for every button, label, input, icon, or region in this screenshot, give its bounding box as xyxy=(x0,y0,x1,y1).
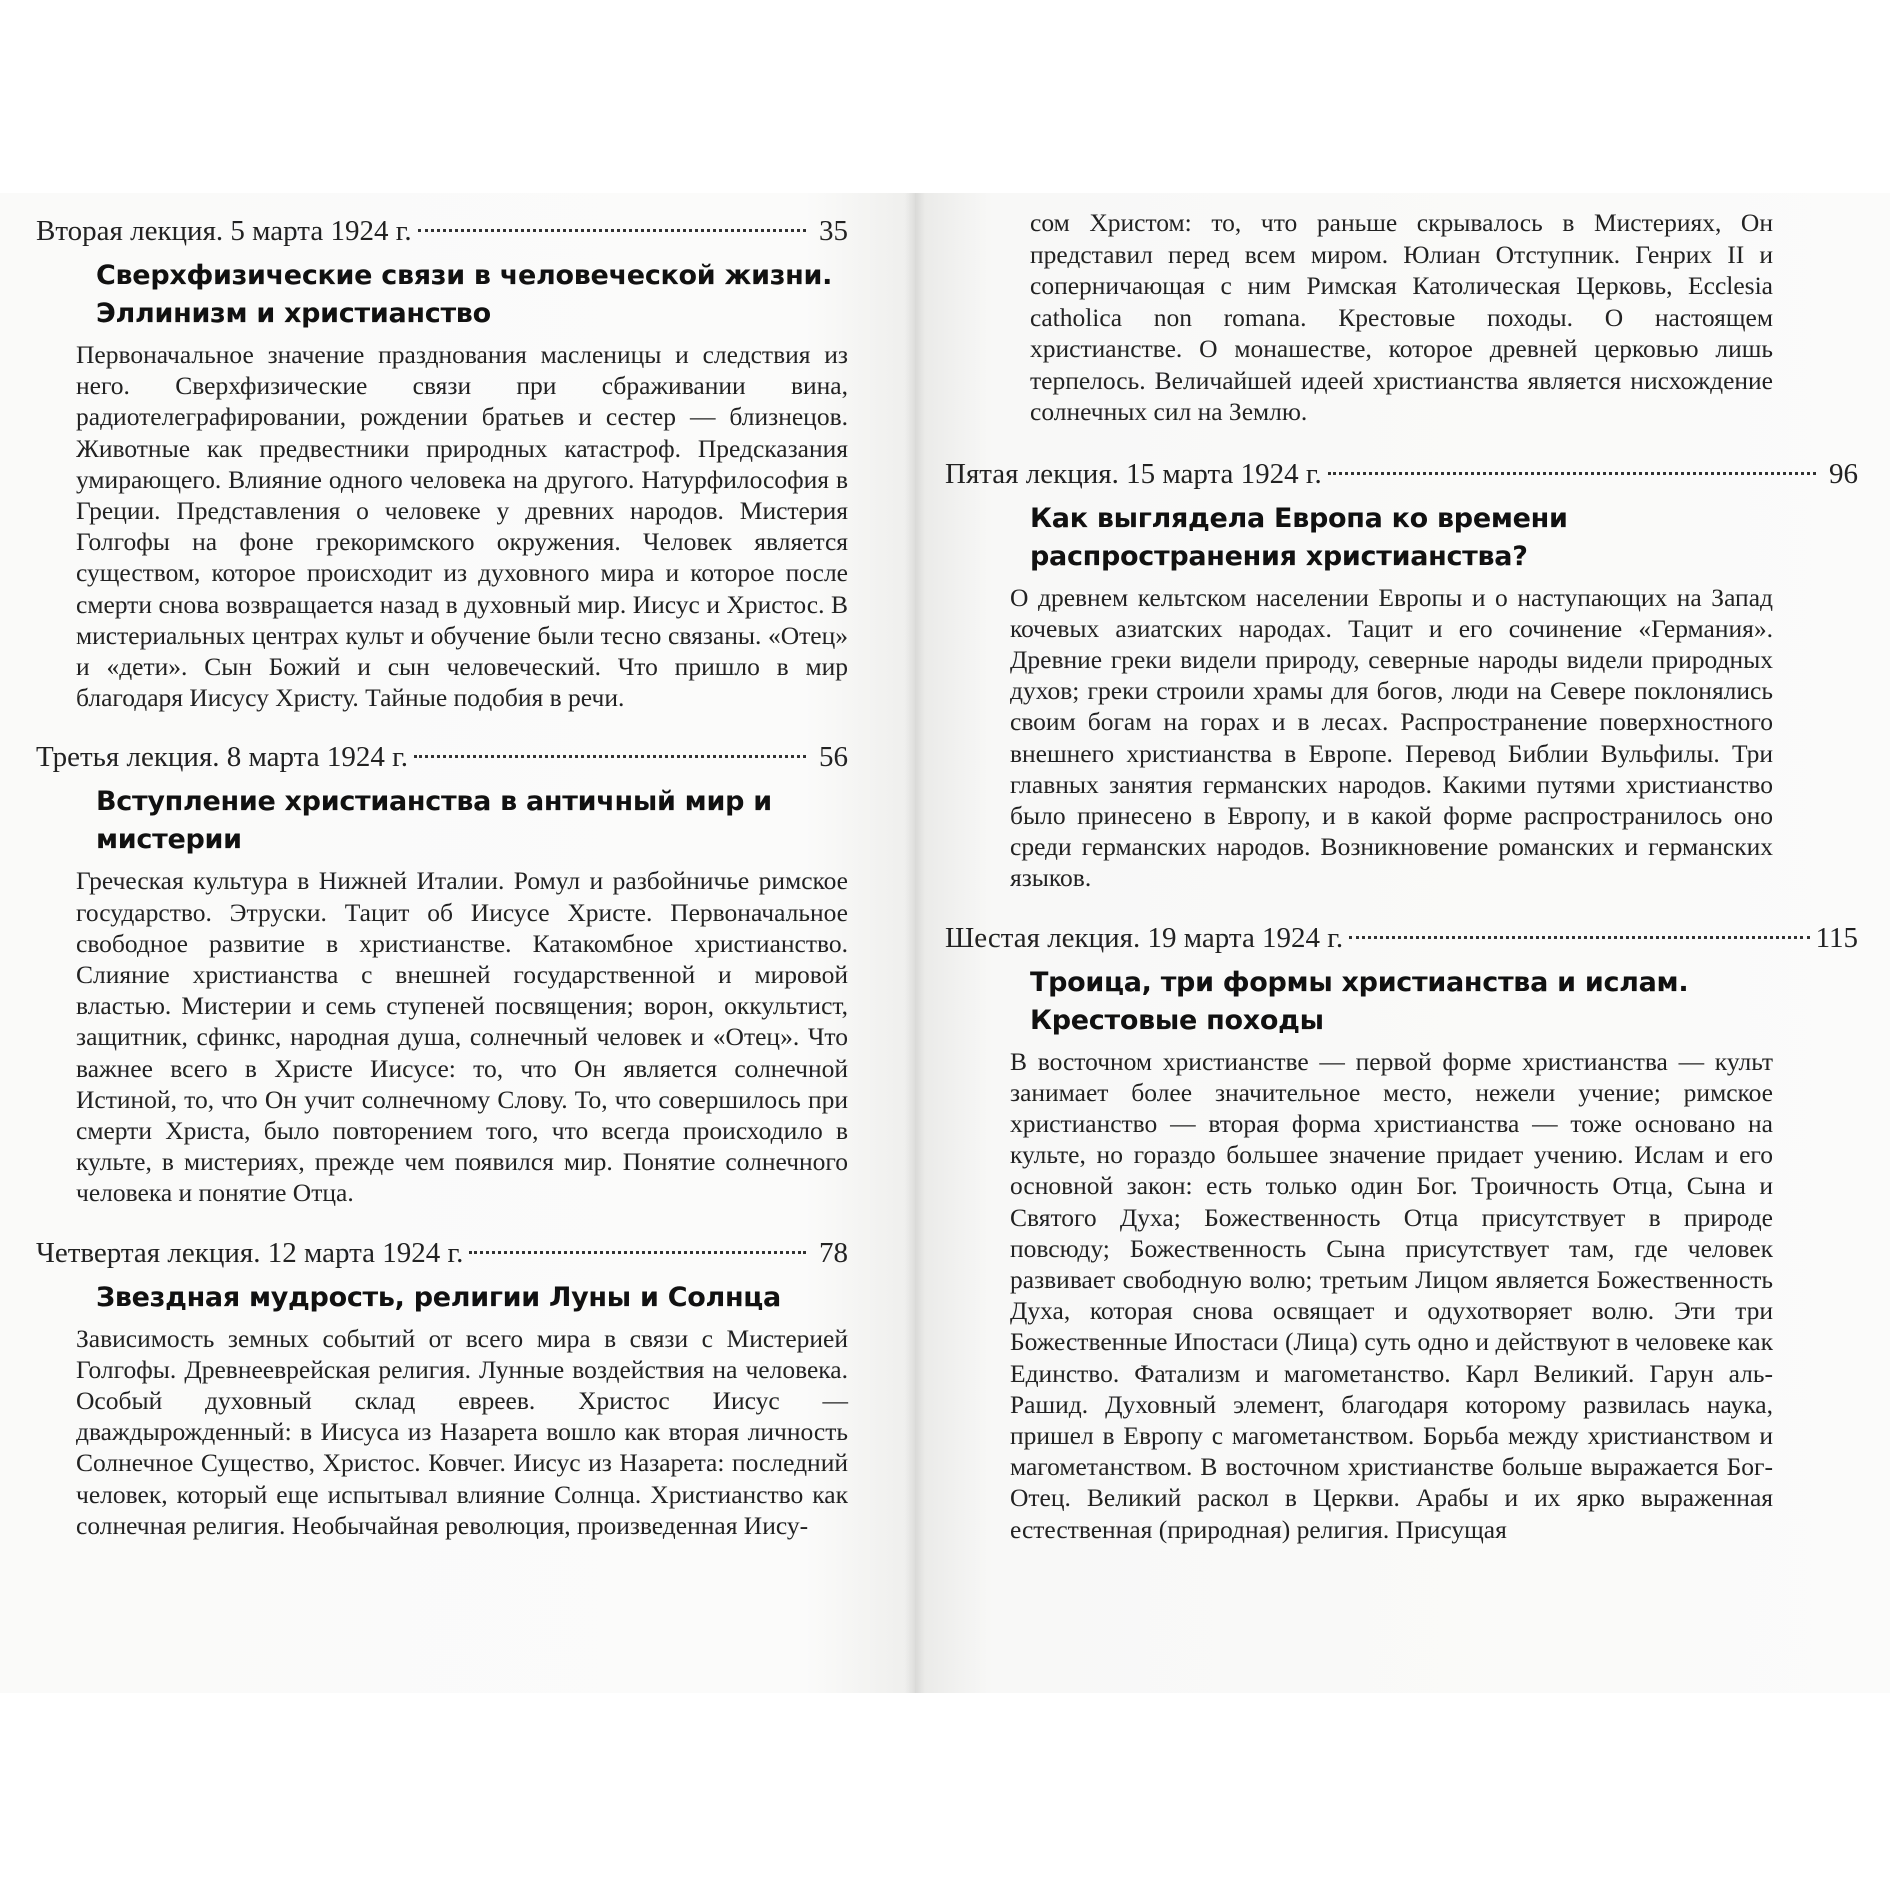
lecture-description: Зависимость земных событий от всего мира в связи с Мистерией Голгофы. Древнееврейская религия. Лунные воздействия на человека. Особый духовный склад евреев. Христос Иисус — дваждырожденный: в Иисуса из Назарета вошло как вторая личность Солнечное Существо, Христос. Ковчег. Иисус из Назарета: последний человек, который еще испытывал влияние Солнца. Христианство как солнечная религия. Необычайная революция, произведенная Иису- xyxy=(76,1323,848,1540)
toc-entry-line xyxy=(36,1233,848,1273)
lecture-heading: Третья лекция. 8 марта 1924 г. xyxy=(36,741,408,774)
lecture-heading: Шестая лекция. 19 марта 1924 г. xyxy=(945,921,1344,954)
dot-leader xyxy=(418,229,806,232)
lecture-title: Вступление христианства в античный мир и мистерии xyxy=(96,786,772,856)
toc-entry-lecture-2 xyxy=(36,211,848,713)
lecture-heading: Четвертая лекция. 12 марта 1924 г. xyxy=(36,1236,464,1269)
page-number: 115 xyxy=(1815,921,1858,954)
left-page xyxy=(0,193,915,1693)
dot-leader xyxy=(1328,472,1816,475)
page-number: 78 xyxy=(819,1236,848,1269)
book-spread xyxy=(0,193,1890,1693)
lecture-description: Первоначальное значение празднования масленицы и следствия из него. Сверхфизические связи при сбраживании вина, радиотелеграфировании, рождении братьев и сестер — близнецов. Животные как предвестники природных катастроф. Предсказания умирающего. Влияние одного человека на другого. Натурфилософия в Греции. Представления о человеке у древних народов. Мистерия Голгофы на фоне грекоримского окружения. Человек является существом, которое происходит из духовного мира и которое после смерти снова возвращается назад в духовный мир. Иисус и Христос. В мистериальных центрах культ и обучение были тесно связаны. «Отец» и «дети». Сын Божий и сын человеческий. Что пришло в мир благодаря Иисусу Христу. Тайные подобия в речи. xyxy=(76,340,848,713)
page-number: 96 xyxy=(1829,457,1858,490)
lecture-heading: Вторая лекция. 5 марта 1924 г. xyxy=(36,215,412,247)
dot-leader xyxy=(1349,936,1809,939)
toc-entry-lecture-3 xyxy=(36,737,848,1208)
lecture-description: О древнем кельтском населении Европы и о наступающих на Запад кочевых азиатских народах. Тацит и его сочинение «Германия». Древние греки видели природу, северные народы видели природных духов; греки строили храмы для богов, люди на Севере поклонялись своим богам на горах и в лесах. Распространение поверхностного внешнего христианства в Европе. Перевод Библии Вульфилы. Три главных занятия германских народов. Какими путями христианство было принесено в Европу, и в какой форме распространилось оно среди германских народов. Возникновение романских и германских языков. xyxy=(1010,582,1773,893)
continued-description: сом Христом: то, что раньше скрывалось в Мистериях, Он представил перед всем миром. Юлиан Отступник. Генрих II и соперничающая с ним Римская Католическая Церковь, Ecclesia catholica non romana. Крестовые походы. О настоящем христианстве. О монашестве, которое древней церковью лишь терпелось. Величайшей идеей христианства является нисхождение солнечных сил на Землю. xyxy=(1030,208,1773,426)
toc-entry-lecture-5 xyxy=(945,454,1858,894)
dot-leader xyxy=(414,755,806,758)
lecture-description: В восточном христианстве — первой форме христианства — культ занимает более значительное место, нежели учение; римское христианство — вторая форма христианства — тоже основано на культе, но гораздо большее значение придает учению. Ислам и его основной закон: есть только один Бог. Троичность Отца, Сына и Святого Духа; Божественность Отца присутствует в природе повсюду; Божественность Сына присутствует там, где человек развивает свободную волю; третьим Лицом является Божественность Духа, которая снова освящает и одухотворяет волю. Эти три Божественные Ипостаси (Лица) суть одно и действуют в человеке как Единство. Фатализм и магометанство. Карл Великий. Гарун аль-Рашид. Духовный элемент, благодаря которому развилась наука, пришел в Европу с магометанством. Борьба между христианством и магометанством. В восточном христианстве больше выражается Бог-Отец. Великий раскол в Церкви. Арабы и их ярко выраженная естественная (природная) религия. Присущая xyxy=(1010,1046,1773,1544)
lecture-description: Греческая культура в Нижней Италии. Ромул и разбойничье римское государство. Этруски. Тацит об Иисусе Христе. Первоначальное свободное развитие в христианстве. Катакомбное христианство. Слияние христианства с внешней государственной и мировой властью. Мистерии и семь ступеней посвящения; ворон, оккультист, защитник, сфинкс, народная душа, солнечный человек и «Отец». Что важнее всего в Христе Иисусе: то, что Он является солнечной Истиной, то, что Он учит солнечному Слову. То, что совершилось при смерти Христа, было повторением того, что всегда происходило в культе, в мистериях, прежде чем появился мир. Понятие солнечного человека и понятие Отца. xyxy=(76,866,848,1208)
dot-leader xyxy=(469,1251,806,1254)
toc-entry-line xyxy=(945,918,1858,958)
lecture-title: Сверхфизические связи в человеческой жизни. Эллинизм и христианство xyxy=(96,260,833,329)
lecture-title: Звездная мудрость, религии Луны и Солнца xyxy=(96,1281,781,1313)
right-column xyxy=(945,207,1858,1569)
toc-entry-line xyxy=(945,454,1858,494)
lecture-heading: Пятая лекция. 15 марта 1924 г. xyxy=(945,457,1322,490)
left-column xyxy=(36,211,848,1565)
toc-entry-lecture-4 xyxy=(36,1233,848,1541)
book-gutter xyxy=(905,193,925,1693)
toc-entry-lecture-6 xyxy=(945,918,1858,1545)
page-number: 35 xyxy=(819,215,848,247)
lecture-title: Троица, три формы христианства и ислам. Крестовые походы xyxy=(1030,966,1689,1036)
toc-entry-line xyxy=(36,211,848,251)
toc-entry-line xyxy=(36,737,848,777)
page-number: 56 xyxy=(819,741,848,774)
right-page xyxy=(915,193,1890,1693)
lecture-title: Как выглядела Европа ко времени распространения христианства? xyxy=(1030,502,1568,572)
